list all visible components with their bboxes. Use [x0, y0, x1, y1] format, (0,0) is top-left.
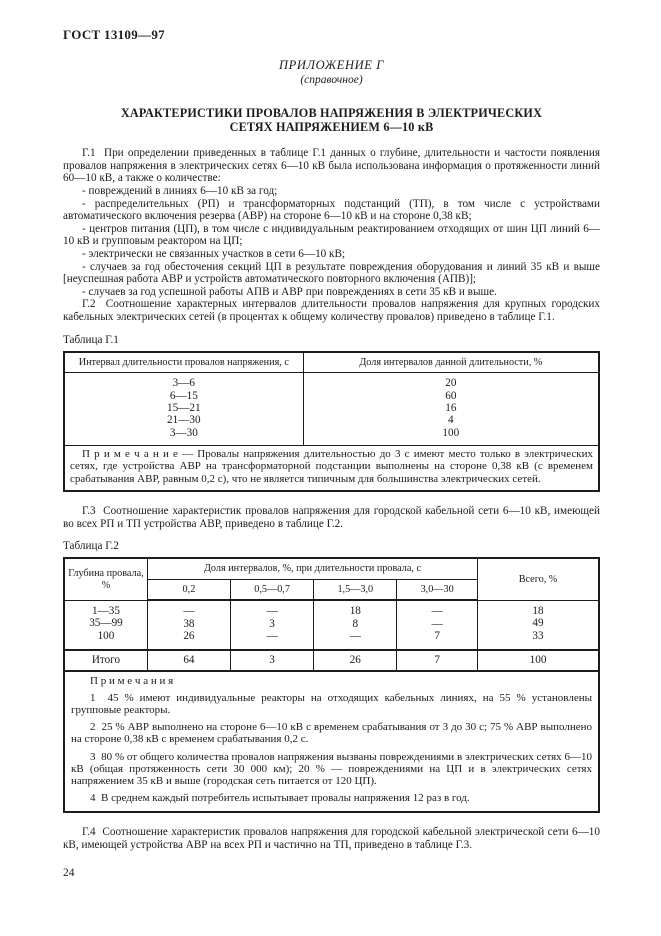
- table-cell: 7: [397, 650, 478, 671]
- table-g2-notes-title: П р и м е ч а н и я: [90, 674, 174, 687]
- table-cell: 3—30: [169, 426, 198, 439]
- table-g1-share-column: [303, 373, 599, 446]
- table-cell: —: [349, 630, 361, 643]
- table-cell: 20: [445, 377, 457, 390]
- table-g2-subheader: 0,2: [147, 579, 230, 600]
- page-number: 24: [63, 866, 75, 879]
- table-cell: 16: [445, 401, 457, 414]
- table-g2-note-4: 4 В среднем каждый потребитель испытывает провалы напряжения 12 раз в год.: [90, 792, 470, 805]
- table-cell: —: [266, 605, 278, 618]
- table-cell: 100: [97, 629, 115, 642]
- table-cell: 18: [532, 604, 544, 617]
- table-g2-note-1: 1 45 % имеют индивидуальные реакторы на отходящих кабельных линиях, на 55 % установлены групповые реакторы.: [71, 691, 592, 717]
- table-g2-span-header: Доля интервалов, %, при длительности провала, с: [147, 558, 477, 579]
- list-item-supply-centers: - центров питания (ЦП), в том числе с индивидуальным реактированием отходящих от шин ЦП линий 6—10 кВ и групповым реактором на ЦП;: [63, 222, 600, 248]
- table-g2-note-3: 3 80 % от общего количества провалов напряжения вызваны повреждениями в электрических сетях 6—10 кВ (общая протяженность сети 30 000 км); 20 % — повреждениями на ЦП и в электрических сетях напряжением 35 кВ и выше (городская сеть питается от 120 ЦП).: [71, 750, 592, 788]
- table-cell: —: [431, 605, 443, 618]
- table-cell: 33: [532, 629, 544, 642]
- paragraph-g3: Г.3 Соотношение характеристик провалов напряжения для городской кабельной сети 6—10 кВ, имеющей во всех РП и ТП устройства АВР, приведено в таблице Г.2.: [63, 505, 600, 530]
- table-g1-col1-header: Интервал длительности провалов напряжения, с: [64, 352, 303, 373]
- document-title: [63, 107, 600, 134]
- table-g1-label: Таблица Г.1: [63, 333, 119, 346]
- table-cell: 35—99: [89, 617, 123, 630]
- table-cell: —: [266, 630, 278, 643]
- paragraph-g4: Г.4 Соотношение характеристик провалов напряжения для городской кабельной электрической сети 6—10 кВ, имеющей устройства АВР на всех РП и частично на ТП, приведено в таблице Г.3.: [63, 826, 600, 852]
- document-title-line2: СЕТЯХ НАПРЯЖЕНИЕМ 6—10 кВ: [229, 119, 434, 134]
- table-g2-total-row: [64, 650, 599, 671]
- table-g2-subheader: 1,5—3,0: [314, 579, 397, 600]
- table-g2-total-column: [478, 600, 599, 649]
- table-cell: 4: [448, 414, 454, 427]
- table-g2-col-0-2: [147, 600, 230, 649]
- table-g1-col2-header: Доля интервалов данной длительности, %: [303, 352, 599, 373]
- list-item-successful-operation: - случаев за год успешной работы АПВ и АВР при повреждениях в сети 35 кВ и выше.: [82, 285, 497, 298]
- table-g2-depth-header: Глубина провала, %: [64, 558, 147, 600]
- table-cell: 21—30: [167, 414, 201, 427]
- paragraph-g1-intro: Г.1 При определении приведенных в таблице Г.1 данных о глубине, длительности и частости появления провалов напряжения в электрических сетях 6—10 кВ была использована информация о протяженности линий 60—10 кВ, а также о количестве:: [63, 147, 600, 185]
- table-cell: 60: [445, 389, 457, 402]
- table-cell: —: [183, 605, 195, 618]
- table-cell: 3: [230, 650, 313, 671]
- table-cell: 26: [314, 650, 397, 671]
- table-g2-col-3-0-30: [397, 600, 478, 649]
- table-g2-notes-cell: [64, 671, 599, 813]
- table-cell: 3: [269, 617, 275, 630]
- document-title-line1: ХАРАКТЕРИСТИКИ ПРОВАЛОВ НАПРЯЖЕНИЯ В ЭЛЕКТРИЧЕСКИХ: [120, 106, 543, 120]
- list-item-outage-cases: - случаев за год обесточения секций ЦП в результате повреждения оборудования и линий 35 кВ и выше [неуспешная работа АВР и устройств автоматического повторного включения (АПВ)];: [63, 260, 600, 286]
- table-g2-subheader: 3,0—30: [397, 579, 478, 600]
- table-g2-col-1-5-3-0: [314, 600, 397, 649]
- table-g2-note-2: 2 25 % АВР выполнено на стороне 6—10 кВ с временем срабатывания от 3 до 30 с; 75 % АВР выполнено на стороне 0,38 кВ с временем срабатывания 0,2 с.: [71, 721, 592, 746]
- list-item-substations: - распределительных (РП) и трансформаторных подстанций (ТП), в том числе с устройствами автоматического включения резерва (АВР) на стороне 6—10 кВ и на стороне 0,38 кВ;: [63, 197, 600, 223]
- table-cell: —: [431, 617, 443, 630]
- table-g2-notes-row: [64, 671, 599, 813]
- table-g1-note-text: П р и м е ч а н и е — Провалы напряжения длительностью до 3 с имеют место только в электрических сетях, где устройства АВР на трансформаторной подстанции выполнены на стороне 0,38 кВ (с временем срабатывания АВР, равным 0,2 с), что не является типичным для большинства электрических сетей.: [70, 448, 593, 485]
- list-item-damages: - повреждений в линиях 6—10 кВ за год;: [82, 184, 278, 197]
- table-g2-data-block: [64, 600, 599, 649]
- table-cell: 64: [147, 650, 230, 671]
- table-cell: 1—35: [91, 604, 120, 617]
- table-g1-data-block: [64, 373, 599, 446]
- table-cell: 6—15: [169, 389, 198, 402]
- table-cell: 100: [478, 650, 599, 671]
- table-g1-note-row: [64, 446, 599, 491]
- table-g2-col-0-5-0-7: [230, 600, 313, 649]
- list-item-unconnected-sections: - электрически не связанных участков в сети 6—10 кВ;: [82, 247, 346, 260]
- table-cell: 18: [349, 605, 361, 618]
- paragraph-g2: Г.2 Соотношение характерных интервалов длительности провалов напряжения для крупных городских кабельных электрических сетей (в процентах к общему количеству провалов) приведено в таблице Г.1.: [63, 298, 600, 323]
- table-cell: 100: [442, 426, 460, 439]
- table-cell-total-label: Итого: [64, 650, 147, 671]
- table-cell: 7: [434, 630, 440, 643]
- table-cell: 49: [532, 617, 544, 630]
- table-cell: 15—21: [167, 401, 201, 414]
- table-cell: 38: [183, 617, 195, 630]
- table-g1-header-row: [64, 352, 599, 373]
- appendix-type-note: (справочное): [300, 74, 363, 86]
- table-g1-note-cell: [64, 446, 599, 491]
- table-g2-subheader: 0,5—0,7: [230, 579, 313, 600]
- appendix-heading: ПРИЛОЖЕНИЕ Г: [279, 58, 384, 72]
- table-g2-depth-column: [64, 600, 147, 649]
- table-cell: 26: [183, 630, 195, 643]
- table-g2: [63, 557, 600, 813]
- table-cell: 3—6: [172, 377, 195, 390]
- table-g2-total-header: Всего, %: [478, 558, 599, 600]
- table-g2-header-row-1: [64, 558, 599, 579]
- table-g1: [63, 351, 600, 493]
- table-cell: 8: [352, 617, 359, 630]
- standard-reference: ГОСТ 13109—97: [63, 27, 165, 42]
- table-g2-label: Таблица Г.2: [63, 540, 119, 553]
- table-g1-interval-column: [64, 373, 303, 446]
